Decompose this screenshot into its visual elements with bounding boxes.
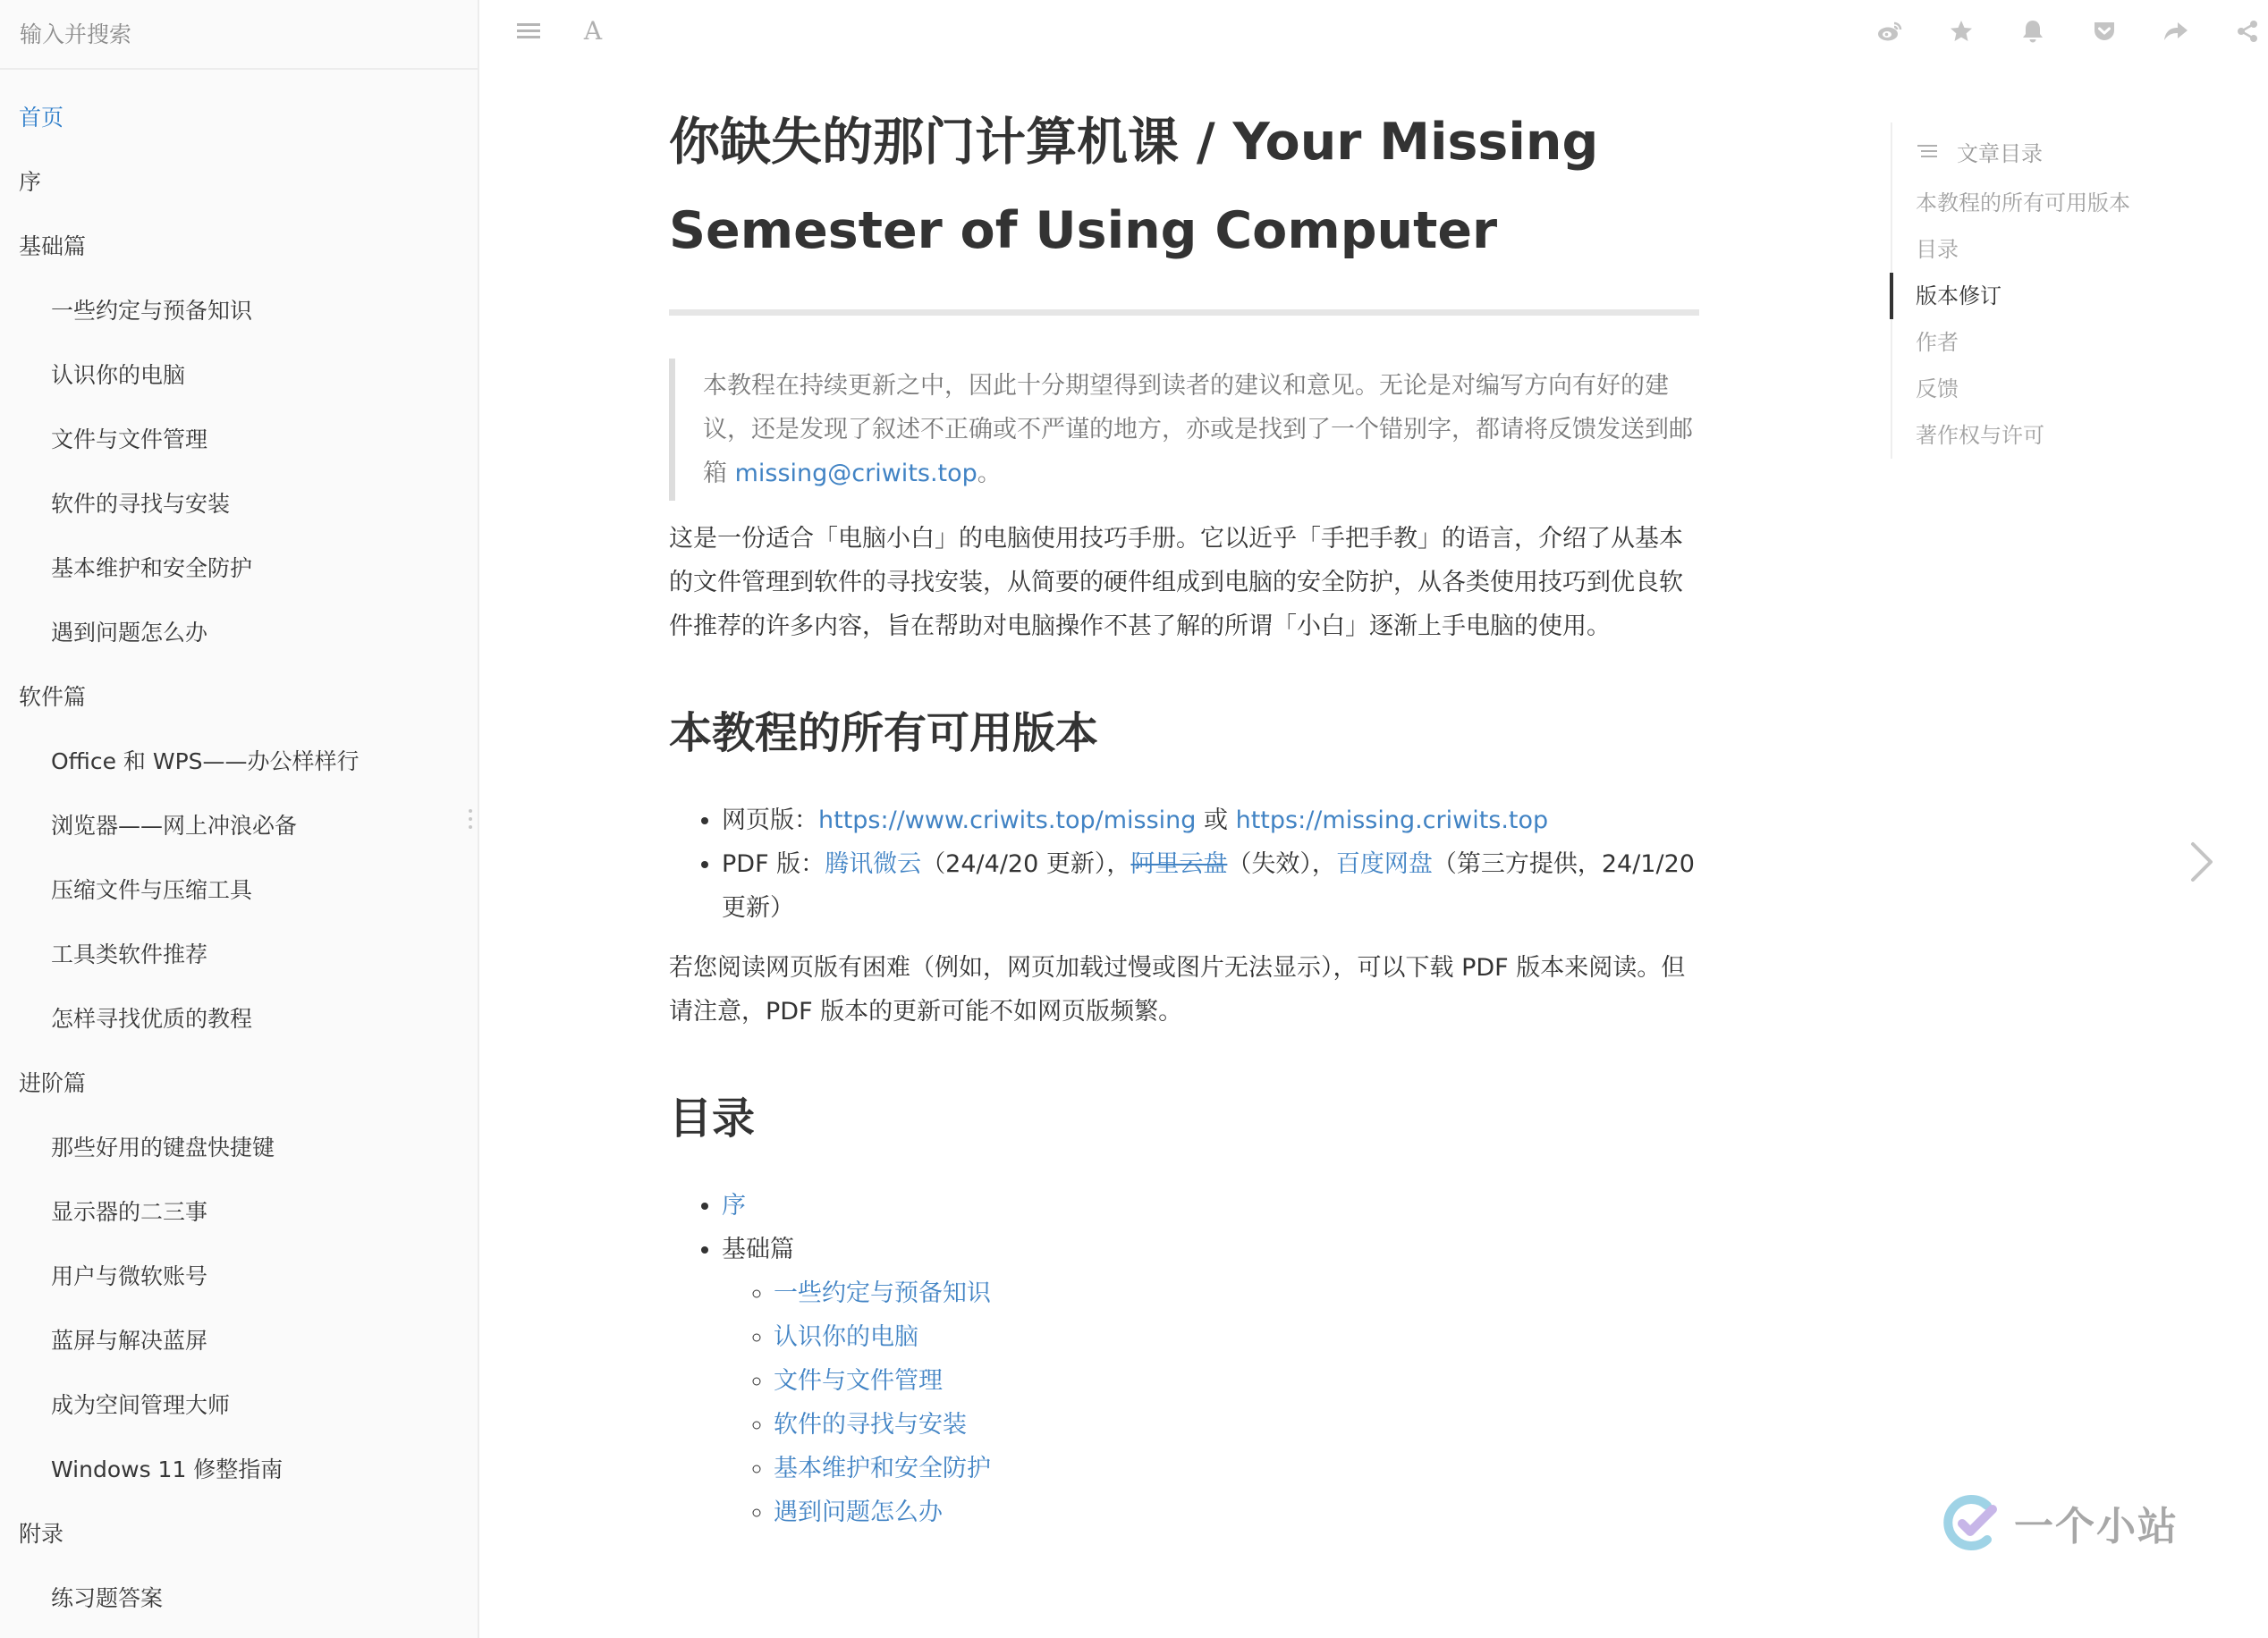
page-toc-item-feedback[interactable]: 反馈 xyxy=(1916,376,1959,401)
sidebar-item-appendix[interactable]: 附录 xyxy=(19,1521,64,1547)
web-version-item xyxy=(722,798,1699,842)
contents-subitem xyxy=(774,1271,1699,1315)
sidebar-item-maintenance[interactable]: 基本维护和安全防护 xyxy=(51,555,253,581)
notice-end: 。 xyxy=(977,460,1002,487)
pocket-icon[interactable] xyxy=(2089,16,2120,46)
web-or: 或 xyxy=(1196,806,1236,834)
share-icon[interactable] xyxy=(2232,16,2263,46)
sidebar-resize-handle[interactable] xyxy=(468,807,473,831)
sidebar-item-software[interactable]: 软件篇 xyxy=(19,684,87,710)
sidebar-item-advanced[interactable]: 进阶篇 xyxy=(19,1070,87,1096)
sidebar-item-tools[interactable]: 工具类软件推荐 xyxy=(51,941,208,967)
contents-item-preface xyxy=(722,1184,1699,1228)
sidebar-item-know-your-computer[interactable]: 认识你的电脑 xyxy=(51,362,186,388)
watermark-logo-icon xyxy=(1941,1491,2003,1554)
contents-subitem xyxy=(774,1490,1699,1534)
sidebar-item-office-wps[interactable]: Office 和 WPS——办公样样行 xyxy=(51,748,360,774)
versions-list xyxy=(669,798,1699,930)
pdf-link-weiyun[interactable]: 腾讯微云 xyxy=(825,850,922,878)
sidebar-item-storage[interactable]: 成为空间管理大师 xyxy=(51,1392,231,1418)
pdf-note-baidu: （第三方提供，24/1/20 更新） xyxy=(722,850,1695,922)
star-icon[interactable] xyxy=(1946,16,1976,46)
font-icon[interactable]: A xyxy=(583,16,603,46)
page-toc-item-revisions[interactable]: 版本修订 xyxy=(1890,273,2170,319)
contents-link-file-management[interactable]: 文件与文件管理 xyxy=(774,1367,943,1395)
intro-paragraph: 这是一份适合「电脑小白」的电脑使用技巧手册。它以近乎「手把手教」的语言，介绍了从基本的文件管理到软件的寻找安装，从简要的硬件组成到电脑的安全防护，从各类使用技巧到优良软件推荐的许多内容，旨在帮助对电脑操作不甚了解的所谓「小白」逐渐上手电脑的使用。 xyxy=(669,525,1683,640)
search-box xyxy=(0,0,478,70)
contents-link-preface[interactable]: 序 xyxy=(722,1192,746,1220)
bell-icon[interactable] xyxy=(2018,16,2048,46)
list-icon xyxy=(1917,142,1939,160)
article xyxy=(669,98,1699,1534)
contents-item-basics xyxy=(722,1228,1699,1534)
sidebar-item-home[interactable]: 首页 xyxy=(19,105,64,131)
sidebar-item-browser[interactable]: 浏览器——网上冲浪必备 xyxy=(51,813,298,839)
pdf-label: PDF 版： xyxy=(722,850,825,878)
contents-basics-label: 基础篇 xyxy=(722,1236,794,1263)
sidebar-item-basics[interactable]: 基础篇 xyxy=(19,233,87,259)
contents-link-troubleshooting[interactable]: 遇到问题怎么办 xyxy=(774,1499,943,1526)
sidebar-item-monitors[interactable]: 显示器的二三事 xyxy=(51,1199,208,1225)
sidebar-item-windows11[interactable]: Windows 11 修整指南 xyxy=(51,1456,284,1482)
contents-subitem xyxy=(774,1315,1699,1359)
pdf-note-weiyun: （24/4/20 更新）， xyxy=(921,850,1131,878)
page-toc xyxy=(1891,122,2170,459)
page-toc-item-license[interactable]: 著作权与许可 xyxy=(1916,423,2044,448)
email-link[interactable]: missing@criwits.top xyxy=(734,460,977,487)
web-label: 网页版： xyxy=(722,806,818,834)
page-toc-header xyxy=(1892,122,2170,180)
sidebar xyxy=(0,0,479,1638)
sidebar-item-shortcuts[interactable]: 那些好用的键盘快捷键 xyxy=(51,1135,275,1161)
sidebar-item-compression[interactable]: 压缩文件与压缩工具 xyxy=(51,877,253,903)
next-page-chevron-icon[interactable] xyxy=(2186,840,2216,883)
contents-link-maintenance[interactable]: 基本维护和安全防护 xyxy=(774,1455,991,1482)
sidebar-item-software-install[interactable]: 软件的寻找与安装 xyxy=(51,491,231,517)
sidebar-item-tutorials[interactable]: 怎样寻找优质的教程 xyxy=(51,1006,253,1032)
watermark-text: 一个小站 xyxy=(2014,1504,2179,1549)
contents-link-know-your-computer[interactable]: 认识你的电脑 xyxy=(774,1323,918,1351)
sidebar-item-file-management[interactable]: 文件与文件管理 xyxy=(51,426,208,452)
page-toc-list xyxy=(1892,180,2170,459)
search-input[interactable] xyxy=(18,21,460,48)
sidebar-nav xyxy=(0,86,478,1631)
weibo-icon[interactable] xyxy=(1874,16,1905,46)
page-toc-item-author[interactable]: 作者 xyxy=(1916,330,1959,355)
web-link-primary[interactable]: https://www.criwits.top/missing xyxy=(818,806,1197,834)
pdf-note-aliyun: （失效）， xyxy=(1227,850,1336,878)
toc-heading: 目录 xyxy=(669,1093,756,1144)
contents-link-software-install[interactable]: 软件的寻找与安装 xyxy=(774,1411,967,1439)
pdf-link-aliyun[interactable]: 阿里云盘 xyxy=(1130,850,1228,878)
share-arrow-icon[interactable] xyxy=(2161,16,2191,46)
pdf-version-item xyxy=(722,842,1699,930)
watermark xyxy=(1941,1491,2179,1554)
contents-subitem xyxy=(774,1447,1699,1490)
pdf-note-paragraph: 若您阅读网页版有困难（例如，网页加载过慢或图片无法显示），可以下载 PDF 版本来阅读。但请注意，PDF 版本的更新可能不如网页版频繁。 xyxy=(669,954,1686,1026)
sidebar-item-bsod[interactable]: 蓝屏与解决蓝屏 xyxy=(51,1328,208,1354)
sidebar-item-conventions[interactable]: 一些约定与预备知识 xyxy=(51,298,253,324)
sidebar-item-answers[interactable]: 练习题答案 xyxy=(51,1585,164,1611)
versions-heading: 本教程的所有可用版本 xyxy=(669,708,1099,758)
toolbar-right xyxy=(1848,16,2268,46)
sidebar-item-troubleshooting[interactable]: 遇到问题怎么办 xyxy=(51,620,208,646)
page-toc-item-versions[interactable]: 本教程的所有可用版本 xyxy=(1916,190,2130,215)
sidebar-item-accounts[interactable]: 用户与微软账号 xyxy=(51,1263,208,1289)
notice-quote xyxy=(669,359,1699,501)
contents-list xyxy=(669,1184,1699,1534)
menu-icon[interactable] xyxy=(513,16,544,46)
contents-basics-sublist xyxy=(722,1271,1699,1534)
contents-subitem xyxy=(774,1359,1699,1403)
contents-link-conventions[interactable]: 一些约定与预备知识 xyxy=(774,1279,991,1307)
page-toc-title: 文章目录 xyxy=(1957,140,2043,166)
notice-text: 本教程在持续更新之中，因此十分期望得到读者的建议和意见。无论是对编写方向有好的建议，还是发现了叙述不正确或不严谨的地方，亦或是找到了一个错别字，都请将反馈发送到邮箱 xyxy=(703,372,1693,487)
contents-subitem xyxy=(774,1403,1699,1447)
toolbar-left xyxy=(513,16,608,46)
sidebar-item-preface[interactable]: 序 xyxy=(19,169,42,195)
web-link-secondary[interactable]: https://missing.criwits.top xyxy=(1235,806,1549,834)
pdf-link-baidu[interactable]: 百度网盘 xyxy=(1335,850,1433,878)
page-title: 你缺失的那门计算机课 / Your Missing Semester of Using Computer xyxy=(669,98,1699,316)
page-toc-item-contents[interactable]: 目录 xyxy=(1916,237,1959,262)
